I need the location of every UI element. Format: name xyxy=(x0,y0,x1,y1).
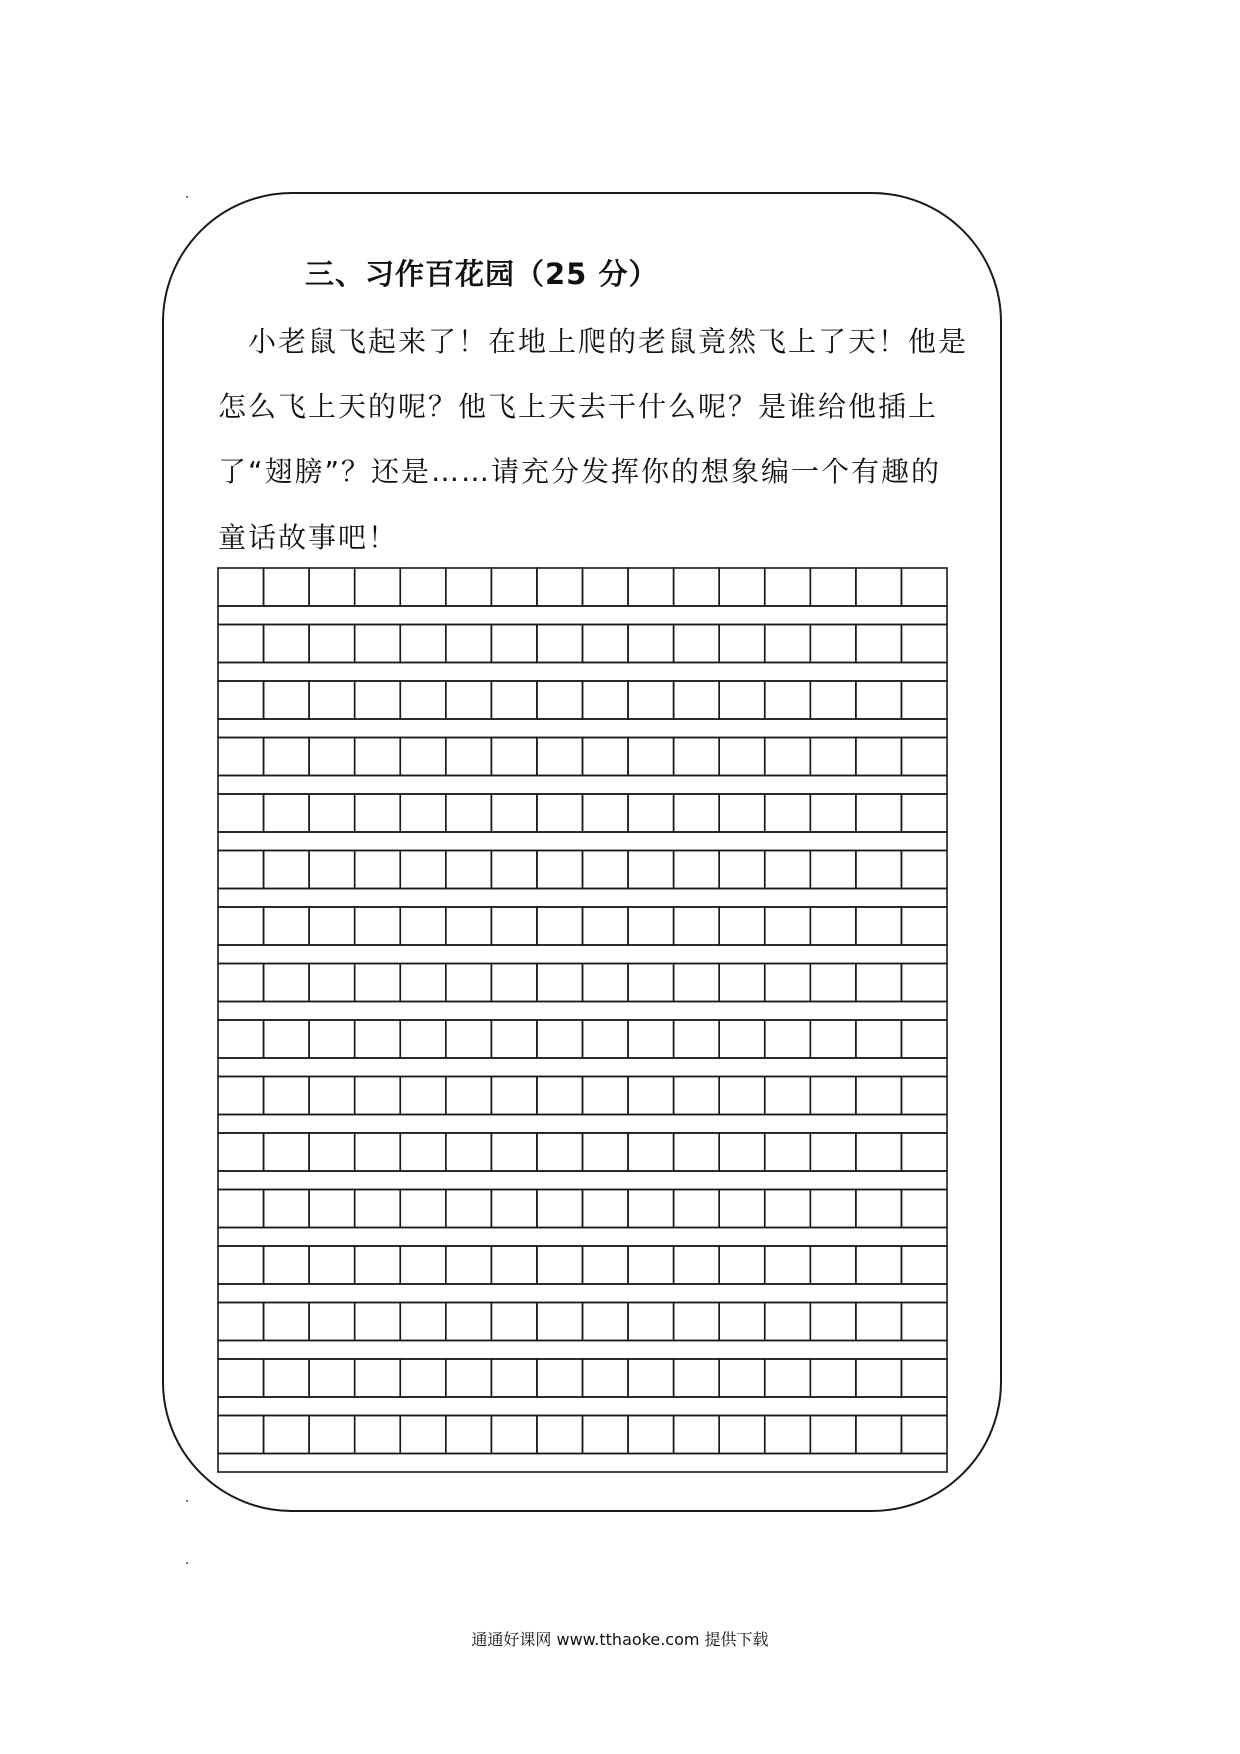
grid-cell[interactable] xyxy=(583,1303,629,1341)
grid-cell[interactable] xyxy=(583,1020,629,1058)
prompt-line-4: 童话故事吧！ xyxy=(218,521,399,554)
grid-cell[interactable] xyxy=(765,851,811,889)
grid-cell[interactable] xyxy=(537,1246,583,1284)
grid-row-gap xyxy=(218,1228,947,1247)
grid-cell[interactable] xyxy=(674,568,720,606)
grid-cell[interactable] xyxy=(264,1246,310,1284)
grid-cell[interactable] xyxy=(810,568,856,606)
grid-cell[interactable] xyxy=(628,1246,674,1284)
grid-cell[interactable] xyxy=(901,851,947,889)
grid-cell[interactable] xyxy=(901,568,947,606)
grid-row-gap xyxy=(218,1171,947,1190)
grid-cell[interactable] xyxy=(355,1359,401,1397)
grid-cell[interactable] xyxy=(674,625,720,663)
grid-cell[interactable] xyxy=(583,625,629,663)
grid-cell[interactable] xyxy=(309,1020,355,1058)
grid-cell[interactable] xyxy=(856,1077,902,1115)
grid-cell[interactable] xyxy=(218,794,264,832)
grid-cell[interactable] xyxy=(309,1190,355,1228)
grid-cell[interactable] xyxy=(309,625,355,663)
grid-cell[interactable] xyxy=(400,1246,446,1284)
grid-cell[interactable] xyxy=(355,568,401,606)
grid-cell[interactable] xyxy=(400,1303,446,1341)
grid-cell[interactable] xyxy=(810,1190,856,1228)
grid-cell[interactable] xyxy=(400,681,446,719)
grid-cell[interactable] xyxy=(491,964,537,1002)
prompt-line-2: 怎么飞上天的呢？他飞上天去干什么呢？是谁给他插上 xyxy=(218,390,939,423)
grid-cell[interactable] xyxy=(491,1246,537,1284)
grid-cell[interactable] xyxy=(810,1359,856,1397)
grid-cell[interactable] xyxy=(446,568,492,606)
grid-cell[interactable] xyxy=(491,794,537,832)
grid-cell[interactable] xyxy=(218,738,264,776)
grid-cell[interactable] xyxy=(218,1190,264,1228)
grid-cell[interactable] xyxy=(628,1190,674,1228)
grid-cell[interactable] xyxy=(583,1359,629,1397)
grid-cell[interactable] xyxy=(355,851,401,889)
grid-cell[interactable] xyxy=(355,1133,401,1171)
grid-cell[interactable] xyxy=(810,625,856,663)
grid-cell[interactable] xyxy=(765,907,811,945)
grid-cell[interactable] xyxy=(719,964,765,1002)
grid-cell[interactable] xyxy=(264,851,310,889)
grid-cell[interactable] xyxy=(309,568,355,606)
grid-cell[interactable] xyxy=(446,1133,492,1171)
grid-cell[interactable] xyxy=(309,794,355,832)
grid-cell[interactable] xyxy=(446,851,492,889)
grid-cell[interactable] xyxy=(491,568,537,606)
grid-cell[interactable] xyxy=(446,625,492,663)
grid-cell[interactable] xyxy=(355,738,401,776)
grid-cell[interactable] xyxy=(355,1416,401,1454)
grid-cell[interactable] xyxy=(400,1077,446,1115)
grid-row-gap xyxy=(218,945,947,964)
grid-cell[interactable] xyxy=(674,794,720,832)
grid-cell[interactable] xyxy=(901,1133,947,1171)
grid-cell[interactable] xyxy=(628,1133,674,1171)
grid-cell[interactable] xyxy=(218,1359,264,1397)
grid-cell[interactable] xyxy=(765,1133,811,1171)
grid-cell[interactable] xyxy=(719,1359,765,1397)
grid-cell[interactable] xyxy=(446,1246,492,1284)
grid-cell[interactable] xyxy=(901,1246,947,1284)
grid-cell[interactable] xyxy=(628,1020,674,1058)
grid-cell[interactable] xyxy=(810,794,856,832)
grid-cell[interactable] xyxy=(446,794,492,832)
grid-cell[interactable] xyxy=(810,907,856,945)
grid-cell[interactable] xyxy=(765,1077,811,1115)
grid-cell[interactable] xyxy=(446,1303,492,1341)
grid-cell[interactable] xyxy=(446,1020,492,1058)
grid-cell[interactable] xyxy=(537,568,583,606)
grid-cell[interactable] xyxy=(856,738,902,776)
grid-cell[interactable] xyxy=(765,681,811,719)
grid-cell[interactable] xyxy=(765,625,811,663)
grid-cell[interactable] xyxy=(491,1020,537,1058)
grid-cell[interactable] xyxy=(309,1416,355,1454)
grid-cell[interactable] xyxy=(856,1246,902,1284)
grid-cell[interactable] xyxy=(628,1077,674,1115)
grid-cell[interactable] xyxy=(628,851,674,889)
grid-row-gap xyxy=(218,663,947,682)
grid-cell[interactable] xyxy=(628,907,674,945)
grid-cell[interactable] xyxy=(264,1359,310,1397)
grid-cell[interactable] xyxy=(355,1246,401,1284)
grid-cell[interactable] xyxy=(400,1133,446,1171)
grid-cell[interactable] xyxy=(628,681,674,719)
grid-cell[interactable] xyxy=(674,1190,720,1228)
grid-cell[interactable] xyxy=(810,1416,856,1454)
grid-cell[interactable] xyxy=(264,738,310,776)
grid-cell[interactable] xyxy=(583,681,629,719)
grid-row-gap xyxy=(218,1341,947,1360)
grid-cell[interactable] xyxy=(810,738,856,776)
grid-cell[interactable] xyxy=(856,568,902,606)
grid-cell[interactable] xyxy=(446,681,492,719)
prompt-line-1: 小老鼠飞起来了！在地上爬的老鼠竟然飞上了天！他是 xyxy=(248,325,969,358)
grid-cell[interactable] xyxy=(719,1303,765,1341)
grid-cell[interactable] xyxy=(674,907,720,945)
grid-cell[interactable] xyxy=(309,964,355,1002)
grid-cell[interactable] xyxy=(491,1303,537,1341)
grid-cell[interactable] xyxy=(765,1416,811,1454)
grid-cell[interactable] xyxy=(628,1416,674,1454)
grid-cell[interactable] xyxy=(765,1190,811,1228)
grid-row-gap xyxy=(218,1454,947,1473)
grid-cell[interactable] xyxy=(901,1020,947,1058)
grid-cell[interactable] xyxy=(674,1416,720,1454)
grid-cell[interactable] xyxy=(856,794,902,832)
grid-row-gap xyxy=(218,606,947,625)
grid-row-gap xyxy=(218,1002,947,1021)
grid-cell[interactable] xyxy=(491,681,537,719)
grid-cell[interactable] xyxy=(901,738,947,776)
grid-cell[interactable] xyxy=(264,964,310,1002)
grid-cell[interactable] xyxy=(719,1190,765,1228)
grid-cell[interactable] xyxy=(537,907,583,945)
grid-cell[interactable] xyxy=(583,1077,629,1115)
grid-cell[interactable] xyxy=(446,738,492,776)
grid-cell[interactable] xyxy=(491,625,537,663)
grid-cell[interactable] xyxy=(901,1077,947,1115)
grid-cell[interactable] xyxy=(765,1020,811,1058)
grid-cell[interactable] xyxy=(583,907,629,945)
grid-row-gap xyxy=(218,1115,947,1134)
grid-cell[interactable] xyxy=(537,1190,583,1228)
grid-cell[interactable] xyxy=(355,1303,401,1341)
grid-cell[interactable] xyxy=(491,907,537,945)
grid-row-gap xyxy=(218,1058,947,1077)
grid-cell[interactable] xyxy=(674,1077,720,1115)
grid-cell[interactable] xyxy=(537,625,583,663)
grid-cell[interactable] xyxy=(446,1190,492,1228)
grid-cell[interactable] xyxy=(856,1133,902,1171)
grid-cell[interactable] xyxy=(674,1246,720,1284)
grid-cell[interactable] xyxy=(810,1020,856,1058)
grid-cell[interactable] xyxy=(309,1246,355,1284)
grid-cell[interactable] xyxy=(446,907,492,945)
grid-cell[interactable] xyxy=(400,1359,446,1397)
grid-cell[interactable] xyxy=(491,851,537,889)
grid-cell[interactable] xyxy=(537,1133,583,1171)
grid-cell[interactable] xyxy=(537,681,583,719)
grid-cell[interactable] xyxy=(309,907,355,945)
grid-cell[interactable] xyxy=(719,1077,765,1115)
grid-cell[interactable] xyxy=(309,1303,355,1341)
grid-cell[interactable] xyxy=(218,1020,264,1058)
grid-cell[interactable] xyxy=(583,794,629,832)
grid-cell[interactable] xyxy=(537,1359,583,1397)
grid-cell[interactable] xyxy=(400,907,446,945)
grid-cell[interactable] xyxy=(218,681,264,719)
grid-cell[interactable] xyxy=(901,907,947,945)
grid-cell[interactable] xyxy=(400,1190,446,1228)
grid-cell[interactable] xyxy=(719,738,765,776)
grid-row-gap xyxy=(218,832,947,851)
grid-cell[interactable] xyxy=(264,625,310,663)
grid-cell[interactable] xyxy=(264,907,310,945)
grid-row-gap xyxy=(218,1397,947,1416)
grid-cell[interactable] xyxy=(309,1077,355,1115)
grid-cell[interactable] xyxy=(537,964,583,1002)
grid-cell[interactable] xyxy=(719,1133,765,1171)
grid-cell[interactable] xyxy=(628,1303,674,1341)
grid-cell[interactable] xyxy=(218,964,264,1002)
grid-row-gap xyxy=(218,1284,947,1303)
grid-cell[interactable] xyxy=(537,1020,583,1058)
grid-cell[interactable] xyxy=(537,1303,583,1341)
grid-cell[interactable] xyxy=(355,1190,401,1228)
grid-cell[interactable] xyxy=(901,794,947,832)
grid-cell[interactable] xyxy=(491,1133,537,1171)
grid-cell[interactable] xyxy=(719,1246,765,1284)
grid-cell[interactable] xyxy=(583,568,629,606)
grid-cell[interactable] xyxy=(856,625,902,663)
grid-cell[interactable] xyxy=(446,1416,492,1454)
grid-cell[interactable] xyxy=(218,1133,264,1171)
grid-cell[interactable] xyxy=(810,1303,856,1341)
grid-cell[interactable] xyxy=(901,1190,947,1228)
grid-cell[interactable] xyxy=(264,1303,310,1341)
grid-cell[interactable] xyxy=(856,1303,902,1341)
grid-cell[interactable] xyxy=(583,964,629,1002)
grid-cell[interactable] xyxy=(856,1190,902,1228)
grid-cell[interactable] xyxy=(218,1077,264,1115)
grid-cell[interactable] xyxy=(537,1416,583,1454)
grid-cell[interactable] xyxy=(264,1416,310,1454)
grid-cell[interactable] xyxy=(355,964,401,1002)
grid-cell[interactable] xyxy=(674,1133,720,1171)
grid-row-gap xyxy=(218,719,947,738)
grid-cell[interactable] xyxy=(491,1416,537,1454)
grid-cell[interactable] xyxy=(765,794,811,832)
grid-row-gap xyxy=(218,776,947,795)
grid-cell[interactable] xyxy=(400,625,446,663)
grid-cell[interactable] xyxy=(264,568,310,606)
grid-cell[interactable] xyxy=(446,1077,492,1115)
grid-cell[interactable] xyxy=(491,1359,537,1397)
grid-cell[interactable] xyxy=(674,738,720,776)
grid-cell[interactable] xyxy=(765,1246,811,1284)
grid-cell[interactable] xyxy=(901,625,947,663)
grid-row-gap xyxy=(218,889,947,908)
grid-cell[interactable] xyxy=(537,738,583,776)
grid-cell[interactable] xyxy=(309,851,355,889)
grid-cell[interactable] xyxy=(264,1077,310,1115)
grid-cell[interactable] xyxy=(628,1359,674,1397)
grid-cell[interactable] xyxy=(537,794,583,832)
grid-cell[interactable] xyxy=(218,625,264,663)
grid-cell[interactable] xyxy=(810,1077,856,1115)
grid-cell[interactable] xyxy=(856,1359,902,1397)
grid-cell[interactable] xyxy=(719,1416,765,1454)
grid-cell[interactable] xyxy=(309,1359,355,1397)
grid-cell[interactable] xyxy=(674,964,720,1002)
grid-cell[interactable] xyxy=(810,1133,856,1171)
grid-cell[interactable] xyxy=(218,1246,264,1284)
grid-cell[interactable] xyxy=(446,964,492,1002)
grid-cell[interactable] xyxy=(810,681,856,719)
grid-cell[interactable] xyxy=(901,964,947,1002)
grid-cell[interactable] xyxy=(537,1077,583,1115)
grid-cell[interactable] xyxy=(810,1246,856,1284)
grid-cell[interactable] xyxy=(400,1020,446,1058)
grid-cell[interactable] xyxy=(309,738,355,776)
grid-cell[interactable] xyxy=(856,681,902,719)
grid-cell[interactable] xyxy=(218,907,264,945)
grid-cell[interactable] xyxy=(810,964,856,1002)
grid-cell[interactable] xyxy=(583,1190,629,1228)
grid-cell[interactable] xyxy=(583,1246,629,1284)
grid-cell[interactable] xyxy=(628,738,674,776)
grid-cell[interactable] xyxy=(491,738,537,776)
grid-cell[interactable] xyxy=(674,1020,720,1058)
grid-cell[interactable] xyxy=(719,907,765,945)
grid-cell[interactable] xyxy=(719,568,765,606)
grid-cell[interactable] xyxy=(856,907,902,945)
grid-cell[interactable] xyxy=(856,1020,902,1058)
grid-cell[interactable] xyxy=(765,1303,811,1341)
grid-cell[interactable] xyxy=(400,738,446,776)
footer-watermark: 通通好课网 www.tthaoke.com 提供下载 xyxy=(471,1630,769,1649)
grid-cell[interactable] xyxy=(674,1303,720,1341)
grid-cell[interactable] xyxy=(355,681,401,719)
grid-cell[interactable] xyxy=(400,1416,446,1454)
grid-cell[interactable] xyxy=(264,1190,310,1228)
grid-cell[interactable] xyxy=(856,851,902,889)
grid-cell[interactable] xyxy=(218,1416,264,1454)
grid-cell[interactable] xyxy=(583,1133,629,1171)
grid-cell[interactable] xyxy=(400,851,446,889)
grid-cell[interactable] xyxy=(309,681,355,719)
grid-cell[interactable] xyxy=(491,1190,537,1228)
grid-cell[interactable] xyxy=(628,964,674,1002)
grid-cell[interactable] xyxy=(355,1020,401,1058)
grid-cell[interactable] xyxy=(400,794,446,832)
grid-cell[interactable] xyxy=(537,851,583,889)
prompt-line-3: 了“翅膀”？还是……请充分发挥你的想象编一个有趣的 xyxy=(218,455,942,488)
grid-cell[interactable] xyxy=(218,1303,264,1341)
grid-cell[interactable] xyxy=(583,738,629,776)
grid-cell[interactable] xyxy=(355,1077,401,1115)
grid-cell[interactable] xyxy=(264,794,310,832)
grid-cell[interactable] xyxy=(856,1416,902,1454)
grid-cell[interactable] xyxy=(355,907,401,945)
grid-cell[interactable] xyxy=(765,964,811,1002)
grid-cell[interactable] xyxy=(355,794,401,832)
grid-cell[interactable] xyxy=(628,794,674,832)
grid-cell[interactable] xyxy=(309,1133,355,1171)
grid-cell[interactable] xyxy=(583,1416,629,1454)
grid-cell[interactable] xyxy=(765,1359,811,1397)
grid-cell[interactable] xyxy=(674,851,720,889)
grid-cell[interactable] xyxy=(446,1359,492,1397)
grid-cell[interactable] xyxy=(628,625,674,663)
grid-cell[interactable] xyxy=(856,964,902,1002)
grid-cell[interactable] xyxy=(674,681,720,719)
grid-cell[interactable] xyxy=(719,794,765,832)
grid-cell[interactable] xyxy=(400,568,446,606)
grid-cell[interactable] xyxy=(810,851,856,889)
grid-cell[interactable] xyxy=(400,964,446,1002)
grid-cell[interactable] xyxy=(765,738,811,776)
grid-cell[interactable] xyxy=(901,1359,947,1397)
grid-cell[interactable] xyxy=(264,1133,310,1171)
grid-cell[interactable] xyxy=(218,568,264,606)
grid-cell[interactable] xyxy=(355,625,401,663)
grid-cell[interactable] xyxy=(264,681,310,719)
grid-cell[interactable] xyxy=(719,625,765,663)
grid-cell[interactable] xyxy=(719,1020,765,1058)
grid-cell[interactable] xyxy=(628,568,674,606)
grid-cell[interactable] xyxy=(491,1077,537,1115)
grid-cell[interactable] xyxy=(583,851,629,889)
grid-cell[interactable] xyxy=(901,681,947,719)
grid-cell[interactable] xyxy=(901,1416,947,1454)
grid-cell[interactable] xyxy=(719,851,765,889)
grid-cell[interactable] xyxy=(765,568,811,606)
grid-cell[interactable] xyxy=(719,681,765,719)
section-title: 三、习作百花园（25 分） xyxy=(305,257,659,291)
grid-cell[interactable] xyxy=(264,1020,310,1058)
grid-cell[interactable] xyxy=(218,851,264,889)
grid-cell[interactable] xyxy=(674,1359,720,1397)
grid-cell[interactable] xyxy=(901,1303,947,1341)
